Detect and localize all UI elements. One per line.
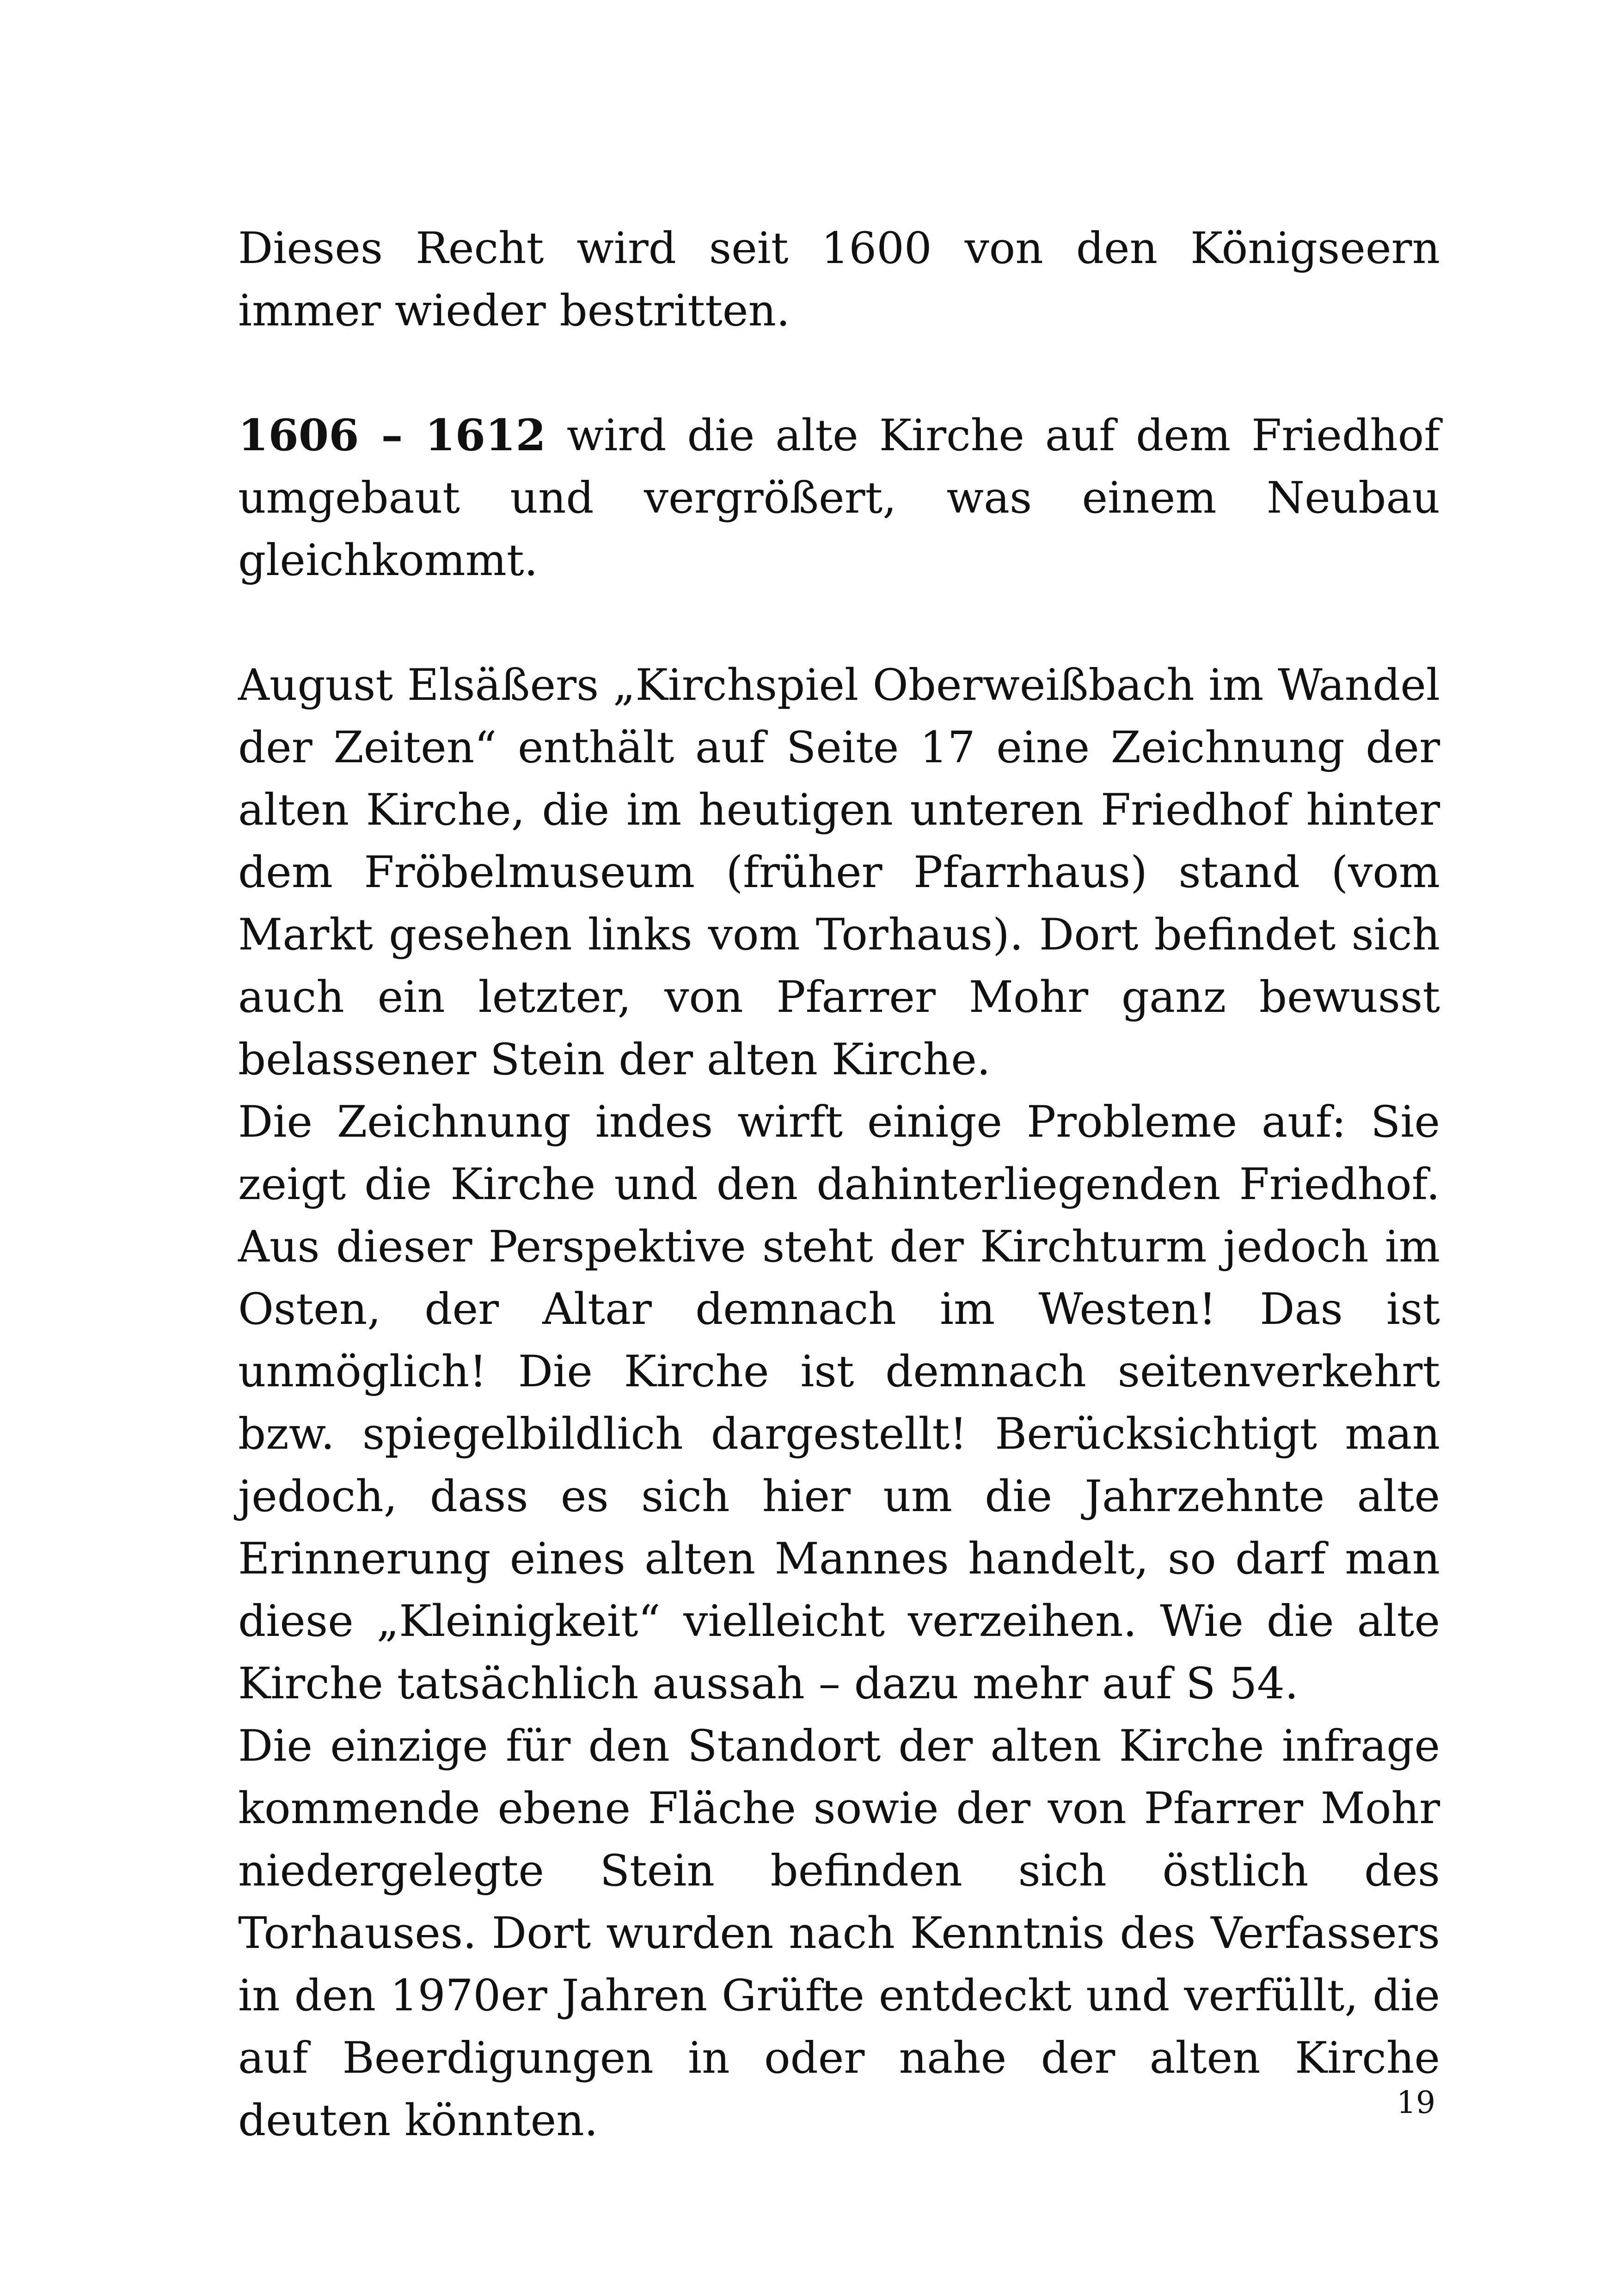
year-range: 1606 – 1612 xyxy=(238,410,546,461)
paragraph-umbau xyxy=(238,404,1440,592)
paragraph-text: Dieses Recht wird seit 1600 von den Königseern immer wieder bestritten. xyxy=(238,223,1440,336)
paragraph-elsaesser xyxy=(238,654,1440,1091)
page-number: 19 xyxy=(1397,2085,1435,2120)
paragraph-text: Die einzige für den Standort der alten Kirche infrage kommende ebene Fläche sowie der von Pfarrer Mohr niedergelegte Stein befinden sich östlich des Torhauses. Dort wurden nach Kenntnis des Verfassers in den 1970er Jahren Grüfte entdeckt und verfüllt, die auf Beerdigungen in oder nahe der alten Kirche deuten könnten. xyxy=(238,1721,1440,2146)
paragraph-text: August Elsäßers „Kirchspiel Oberweißbach im Wandel der Zeiten“ enthält auf Seite 17 eine Zeichnung der alten Kirche, die im heutigen unteren Friedhof hinter dem Fröbelmuseum (früher Pfarrhaus) stand (vom Markt gesehen links vom Torhaus). Dort befindet sich auch ein letzter, von Pfarrer Mohr ganz bewusst belassener Stein der alten Kirche. xyxy=(238,660,1440,1085)
body-text xyxy=(238,217,1440,2152)
paragraph-text: wird die alte Kirche auf dem Friedhof umgebaut und vergrößert, was einem Neubau gleichkommt. xyxy=(238,410,1440,586)
paragraph-standort xyxy=(238,1715,1440,2152)
paragraph-zeichnung xyxy=(238,1091,1440,1715)
paragraph-recht xyxy=(238,217,1440,342)
paragraph-text: Die Zeichnung indes wirft einige Probleme auf: Sie zeigt die Kirche und den dahinterliegenden Friedhof. Aus dieser Perspektive steht der Kirchturm jedoch im Osten, der Altar demnach im Westen! Das ist unmöglich! Die Kirche ist demnach seitenverkehrt bzw. spiegelbildlich dargestellt! Berücksichtigt man jedoch, dass es sich hier um die Jahrzehnte alte Erinnerung eines alten Mannes handelt, so darf man diese „Kleinigkeit“ vielleicht verzeihen. Wie die alte Kirche tatsächlich aussah – dazu mehr auf S 54. xyxy=(238,1097,1440,1709)
